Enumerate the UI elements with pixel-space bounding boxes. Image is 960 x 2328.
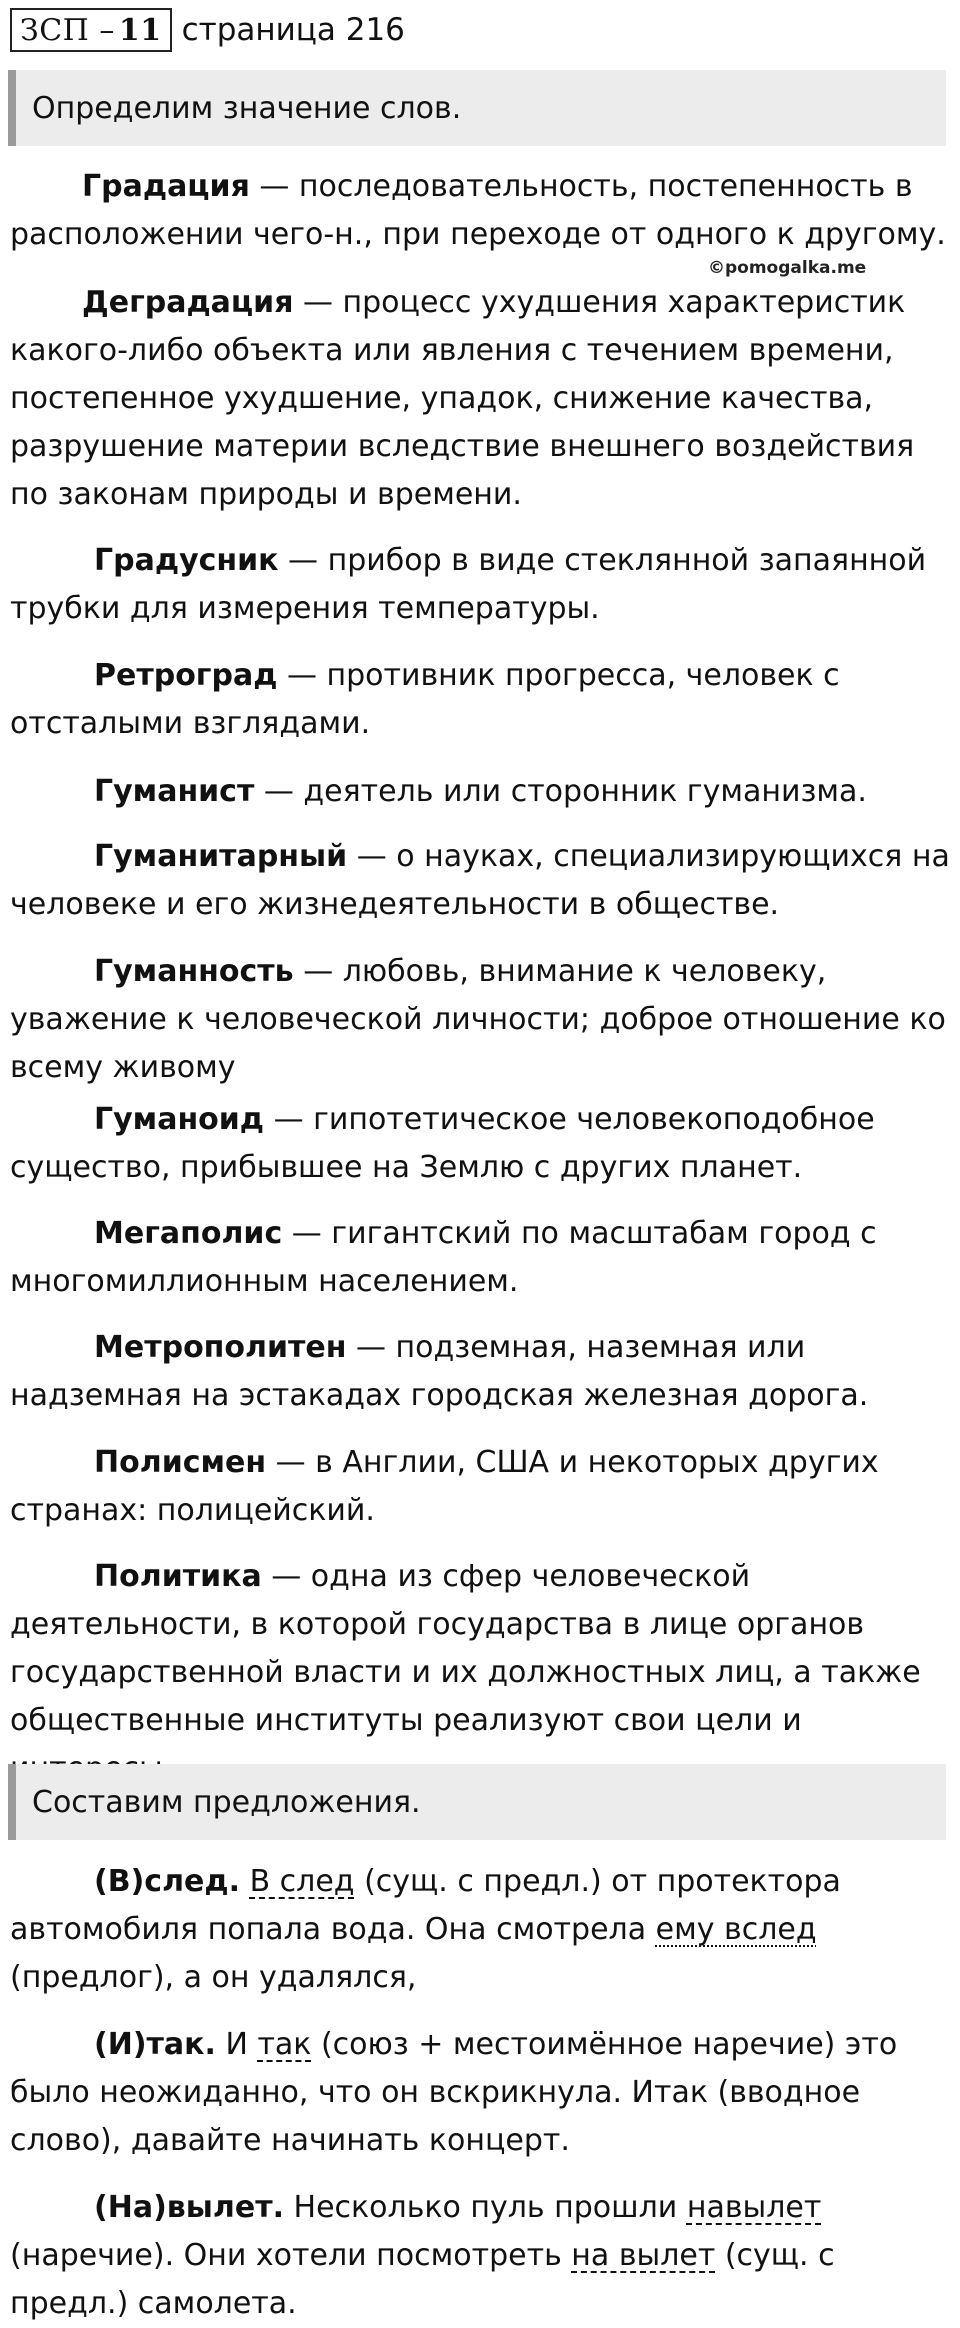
definition-item [10,768,950,816]
definition-term: Мегаполис [94,1216,283,1251]
definition-text: — о науках, специализирующихся на человеке и его жизнедеятельности в обществе. [10,839,950,922]
sentence-p2: (сущ. с предл.) от протектора автомобиля попала вода. Она смотрела [10,1864,841,1947]
definition-item [10,1439,950,1535]
exercise-label-prefix: ЗСП – [20,12,115,48]
definition-term: Гуманоид [94,1102,265,1137]
definition-text: — одна из сфер человеческой деятельности, в которой государства в лице органов государственной власти и их должностных лиц, а также общественные институты реализуют свои цели и [10,1559,921,1738]
definition-item [10,163,950,259]
sentence-p0: Несколько пуль прошли [284,2190,687,2225]
definition-term: Градусник [94,543,279,578]
exercise-number: 11 [118,12,162,48]
sentence-item [10,1858,950,2002]
definition-item [10,833,950,929]
sentence-p0 [240,1864,250,1899]
definition-text: — деятель или сторонник гуманизма. [254,774,867,809]
sentence-item [10,2021,950,2165]
definition-term: Гуманность [94,954,294,989]
sentence-p0: И [215,2027,258,2062]
definition-text: — гигантский по масштабам город с многомиллионным населением. [10,1216,877,1299]
definition-term: Политика [94,1559,262,1594]
definition-text: — в Англии, США и некоторых других странах: полицейский. [10,1445,879,1528]
section-bar-sentences [8,1764,946,1840]
section-title: Составим предложения. [32,1784,421,1820]
sentence-p3: ему вслед [655,1912,817,1947]
definition-item [10,1096,950,1192]
definition-term: Полисмен [94,1445,267,1480]
definition-text: — гипотетическое человекоподобное существо, прибывшее на Землю с других планет. [10,1102,875,1185]
definition-text: — последовательность, постепенность в расположении чего-н., при переходе от одного к другому. [10,169,946,252]
sentence-head: (И)так. [94,2027,216,2062]
definition-item [10,652,950,748]
sentence-p2: (союз + местоимённое наречие) это было неожиданно, что он вскрикнула. Итак (вводное слово), давайте начинать концерт. [10,2027,898,2158]
definition-term: Гуманист [94,774,255,809]
sentence-item [10,2184,950,2328]
definition-term: Гуманитарный [94,839,348,874]
definition-term: Градация [82,169,250,204]
definition-text: — противник прогресса, человек с отсталыми взглядами. [10,658,840,741]
definition-term: Ретроград [94,658,278,693]
definition-text: — прибор в виде стеклянной запаянной трубки для измерения температуры. [10,543,927,626]
definition-item [10,948,950,1092]
sentence-p2: (наречие). Они хотели посмотреть [10,2238,572,2273]
definition-term: Метрополитен [94,1330,347,1365]
page-header [10,8,405,52]
sentence-p1: навылет [686,2190,822,2225]
sentence-p4: (предлог), а он удалялся, [10,1960,417,1995]
sentence-p1: так [257,2027,312,2062]
definition-term: Деградация [82,285,294,320]
watermark: ©pomogalka.me [708,258,867,278]
definition-text: — процесс ухудшения характеристик какого-либо объекта или явления с течением времени, постепенное ухудшение, упадок, снижение качества, разрушение материи вследствие внешнего воздействия по законам природы и времени. [10,285,915,512]
definition-item [10,1210,950,1306]
sentence-p1: В след [249,1864,355,1899]
definition-text: — подземная, наземная или надземная на эстакадах городская железная дорога. [10,1330,869,1413]
section-bar-definitions [8,70,946,146]
sentence-p4: (сущ. с предл.) самолета. [10,2238,835,2321]
page-number: страница 216 [181,12,405,48]
sentence-head: (В)след. [94,1864,241,1899]
definition-item [10,1553,950,1793]
exercise-label [10,8,172,52]
definition-item [10,279,950,519]
definition-text: — любовь, внимание к человеку, уважение к человеческой личности; доброе отношение ко всему живому [10,954,946,1085]
definition-item [10,537,950,633]
sentence-head: (На)вылет. [94,2190,284,2225]
section-title: Определим значение слов. [32,90,462,126]
sentence-p3: на вылет [571,2238,716,2273]
definition-item [10,1324,950,1420]
